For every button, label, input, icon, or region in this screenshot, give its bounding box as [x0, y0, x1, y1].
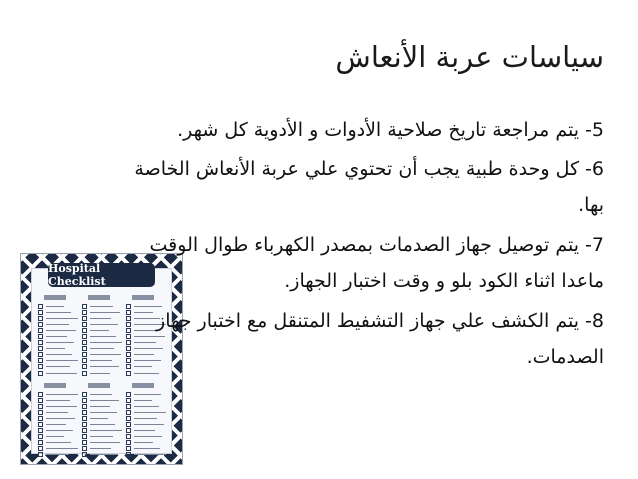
checkbox-icon — [82, 446, 87, 451]
checklist-section-heading — [132, 295, 154, 300]
checkbox-icon — [38, 440, 43, 445]
checkbox-icon — [126, 304, 131, 309]
checkbox-icon — [38, 398, 43, 403]
policy-item-7-line-1: 7- يتم توصيل جهاز الصدمات بمصدر الكهرباء طوال الوقت — [149, 234, 604, 256]
checklist-line — [134, 306, 162, 307]
checklist-line — [90, 412, 117, 413]
checkbox-icon — [126, 392, 131, 397]
checkbox-icon — [126, 452, 131, 457]
checklist-line — [90, 400, 119, 401]
checkbox-icon — [82, 434, 87, 439]
checkbox-icon — [82, 440, 87, 445]
checkbox-icon — [126, 398, 131, 403]
checklist-line — [134, 394, 161, 395]
checklist-column — [82, 381, 122, 458]
checklist-row — [126, 370, 166, 376]
checklist-line — [90, 418, 108, 419]
checklist-column — [126, 381, 166, 458]
checklist-row — [82, 452, 122, 458]
checkbox-icon — [38, 371, 43, 376]
checklist-line — [134, 454, 166, 455]
checklist-line — [46, 454, 69, 455]
checkbox-icon — [126, 404, 131, 409]
checklist-line — [90, 436, 113, 437]
policy-item-5-line-1: 5- يتم مراجعة تاريخ صلاحية الأدوات و الأدوية كل شهر. — [177, 119, 604, 141]
checklist-line — [46, 306, 64, 307]
checkbox-icon — [38, 334, 43, 339]
checklist-line — [46, 418, 75, 419]
checkbox-icon — [126, 416, 131, 421]
checkbox-icon — [38, 434, 43, 439]
checklist-section-heading — [44, 383, 66, 388]
checkbox-icon — [126, 410, 131, 415]
checklist-line — [134, 342, 156, 343]
checkbox-icon — [38, 410, 43, 415]
checkbox-icon — [126, 340, 131, 345]
checklist-line — [46, 406, 77, 407]
checklist-line — [134, 424, 164, 425]
checkbox-icon — [126, 446, 131, 451]
checklist-line — [90, 448, 111, 449]
checkbox-icon — [82, 334, 87, 339]
slide-title: سياسات عربة الأنعاش — [335, 40, 604, 74]
checklist-row — [126, 452, 166, 458]
checkbox-icon — [126, 440, 131, 445]
checkbox-icon — [82, 452, 87, 457]
checklist-line — [46, 373, 77, 374]
checkbox-icon — [126, 428, 131, 433]
checklist-line — [134, 430, 155, 431]
checkbox-icon — [82, 340, 87, 345]
checkbox-icon — [38, 416, 43, 421]
policy-item-6-line-1: 6- كل وحدة طبية يجب أن تحتوي علي عربة الأنعاش الخاصة — [134, 158, 604, 180]
checkbox-icon — [82, 416, 87, 421]
checkbox-icon — [38, 422, 43, 427]
checklist-heading: Hospital Checklist — [48, 263, 155, 287]
checkbox-icon — [82, 304, 87, 309]
checkbox-icon — [38, 340, 43, 345]
checkbox-icon — [82, 392, 87, 397]
checklist-line — [90, 430, 122, 431]
checklist-row — [38, 452, 78, 458]
checkbox-icon — [38, 428, 43, 433]
checklist-section-heading — [132, 383, 154, 388]
checklist-line — [46, 394, 78, 395]
checklist-row — [82, 370, 122, 376]
checklist-line — [134, 406, 159, 407]
checkbox-icon — [38, 392, 43, 397]
checklist-line — [90, 373, 110, 374]
checklist-line — [90, 424, 115, 425]
checkbox-icon — [38, 304, 43, 309]
checklist-row — [38, 370, 78, 376]
policy-item-8-line-1: 8- يتم الكشف علي جهاز التشفيط المتنقل مع اختبار جهاز — [156, 310, 604, 332]
checkbox-icon — [38, 452, 43, 457]
checklist-line — [90, 406, 110, 407]
checklist-line — [90, 306, 113, 307]
checklist-line — [46, 400, 70, 401]
checklist-line — [134, 442, 153, 443]
checklist-column — [38, 381, 78, 458]
checkbox-icon — [82, 422, 87, 427]
checklist-line — [134, 400, 152, 401]
checklist-line — [134, 373, 159, 374]
checklist-line — [46, 424, 66, 425]
checklist-section-heading — [88, 383, 110, 388]
policy-item-7-line-2: ماعدا اثناء الكود بلو و وقت اختبار الجهاز. — [284, 270, 604, 292]
checklist-line — [134, 448, 160, 449]
checklist-section-heading — [88, 295, 110, 300]
checklist-line — [90, 394, 112, 395]
policy-item-8-line-2: الصدمات. — [526, 346, 604, 368]
checklist-line — [46, 436, 64, 437]
checkbox-icon — [38, 404, 43, 409]
checklist-line — [46, 448, 78, 449]
checkbox-icon — [126, 371, 131, 376]
checklist-line — [134, 418, 157, 419]
policy-item-6-line-2: بها. — [578, 194, 604, 216]
checklist-line — [46, 430, 73, 431]
checkbox-icon — [82, 404, 87, 409]
checklist-line — [46, 342, 74, 343]
checklist-line — [90, 342, 122, 343]
checklist-line — [134, 436, 162, 437]
checklist-line — [134, 336, 165, 337]
checklist-line — [90, 454, 118, 455]
checkbox-icon — [38, 446, 43, 451]
checkbox-icon — [82, 410, 87, 415]
checklist-line — [46, 412, 68, 413]
checklist-line — [90, 336, 116, 337]
checkbox-icon — [82, 398, 87, 403]
checklist-line — [46, 442, 71, 443]
checklist-line — [90, 442, 120, 443]
checkbox-icon — [126, 422, 131, 427]
checklist-section-heading — [44, 295, 66, 300]
checklist-line — [46, 336, 67, 337]
checkbox-icon — [126, 434, 131, 439]
checkbox-icon — [82, 428, 87, 433]
checklist-line — [134, 412, 166, 413]
checkbox-icon — [126, 334, 131, 339]
checkbox-icon — [82, 371, 87, 376]
